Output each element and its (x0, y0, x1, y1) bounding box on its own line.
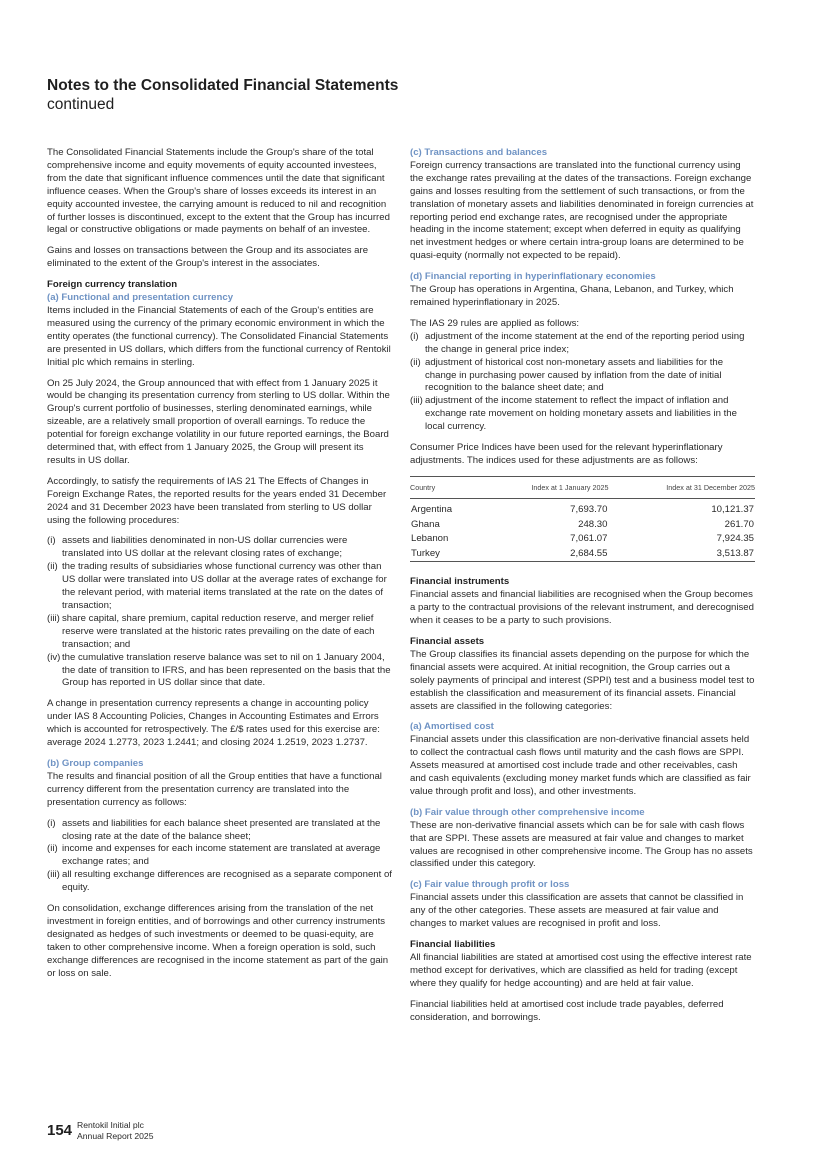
table-cell-value: 261.70 (724, 518, 754, 530)
list-item-text: assets and liabilities denominated in non-US dollar currencies were translated into US dollar at the relevant closing rates of exchange; (62, 535, 348, 560)
paragraph: The IAS 29 rules are applied as follows: (410, 317, 580, 329)
list-item-text: the cumulative translation reserve balance was set to nil on 1 January 2004, the date of transition to IFRS, and has been represented on the basis that the Group has reported in US dollar since that date. (62, 651, 391, 689)
list-item-text: share capital, share premium, capital reduction reserve, and merger relief reserve were translated at the historic rates prevailing on the date of each transaction; and (62, 612, 375, 650)
table-header-row (410, 476, 755, 499)
subheading-hyperinflation: (d) Financial reporting in hyperinflationary economies (410, 271, 656, 283)
right-column (410, 147, 755, 1032)
table-cell-value: 248.30 (578, 518, 608, 530)
list-item-text: all resulting exchange differences are recognised as a separate component of equity. (62, 869, 392, 894)
list-item (410, 357, 755, 396)
list-item (47, 561, 392, 613)
table-cell-country: Ghana (411, 518, 440, 530)
list-marker: (ii) (47, 843, 58, 855)
paragraph: These are non-derivative financial assets which can be for sale with cash flows that are SPPI. These assets are measured at fair value and changes to market values are recognised in other comprehensive income. The Group has no assets classified under this category. (410, 819, 753, 870)
table-row (410, 518, 755, 533)
section-heading-financial-instruments: Financial instruments (410, 576, 510, 588)
procedures-list (47, 535, 392, 690)
paragraph: Financial liabilities held at amortised cost include trade payables, deferred consideration, and borrowings. (410, 998, 724, 1023)
paragraph: Gains and losses on transactions between the Group and its associates are eliminated to the extent of the Group's interest in the associates. (47, 245, 369, 270)
page-title: Notes to the Consolidated Financial Statements (47, 77, 399, 94)
list-item (410, 331, 755, 357)
list-item-text: assets and liabilities for each balance sheet presented are translated at the closing rate at the date of the balance sheet; (62, 817, 381, 842)
list-item-text: adjustment of the income statement at the end of the reporting period using the change in general price index; (425, 330, 745, 355)
subheading-group-companies: (b) Group companies (47, 757, 144, 769)
list-marker: (iv) (47, 651, 61, 663)
paragraph: Items included in the Financial Statements of each of the Group's entities are measured using the currency of the primary economic environment in which the entity operates (the functional currency). The Consolidated Financial Statements are presented in US dollars, which differs from the functional currency of Rentokil Initial plc which remains in sterling. (47, 304, 391, 368)
list-marker: (iii) (47, 869, 60, 881)
table-cell-value: 7,924.35 (716, 533, 754, 545)
list-marker: (i) (47, 817, 56, 829)
table-cell-country: Argentina (411, 504, 453, 516)
table-cell-value: 7,693.70 (570, 504, 608, 516)
list-marker: (ii) (47, 561, 58, 573)
list-item (47, 535, 392, 561)
list-item (47, 652, 392, 691)
table-cell-value: 3,513.87 (608, 547, 755, 562)
list-item (410, 395, 755, 434)
section-heading-financial-assets: Financial assets (410, 635, 485, 647)
subheading-transactions-balances: (c) Transactions and balances (410, 147, 548, 158)
paragraph: Financial assets and financial liabilities are recognised when the Group becomes a party to the contractual provisions of the relevant instrument, and derecognised when it ceases to be a party to such provisions. (410, 589, 754, 627)
paragraph: On 25 July 2024, the Group announced that with effect from 1 January 2025 it would be changing its presentation currency from sterling to US dollar. Within the Group's current portfolio of businesses, sterling denominated earnings, while sizeable, are a relatively small proportion of overall earnings. To reduce the potential for foreign exchange volatility in our future reported earnings, the Board determined that, with effect from 1 January 2025, the Group will present its results in US dollar. (47, 377, 390, 466)
footer-publication (77, 1120, 153, 1141)
report-name: Annual Report 2025 (77, 1130, 154, 1141)
paragraph: The Consolidated Financial Statements include the Group's share of the total comprehensive income and equity movements of equity accounted investees, from the date that significant influence commences until the date that significant influence ceases. When the Group's share of losses exceeds its interest in an equity accounted investee, the carrying amount is reduced to nil and recognition of further losses is discontinued, except to the extent that the Group has incurred legal or constructive obligations or made payments on behalf of an investee. (47, 147, 390, 236)
paragraph: Financial assets under this classification are non-derivative financial assets held to collect the contractual cash flows until maturity and the cash flows are SPPI. Assets measured at amortised cost include trade and other receivables, cash and cash equivalents (excluding money market funds which are classified as fair value through profit and loss), and other investments. (410, 734, 751, 797)
table-cell-value: 7,061.07 (570, 533, 608, 545)
list-item-text: adjustment of the income statement to reflect the impact of inflation and exchange rate movement on holding monetary assets and liabilities in the local currency. (425, 395, 737, 433)
list-marker: (iii) (47, 612, 60, 624)
table-cell-value: 2,684.55 (481, 547, 608, 562)
list-item (47, 613, 392, 652)
list-marker: (i) (410, 330, 419, 342)
list-item (47, 818, 392, 844)
table-cell-country: Lebanon (411, 533, 449, 545)
table-row (410, 499, 755, 518)
subheading-functional-currency: (a) Functional and presentation currency (47, 292, 234, 304)
company-name: Rentokil Initial plc (77, 1120, 144, 1130)
paragraph: Foreign currency transactions are translated into the functional currency using the exchange rates prevailing at the dates of the transactions. Foreign exchange gains and losses resulting from the settlement of such transactions, or from the translation of monetary assets and liabilities denominated in foreign currencies at reporting period end exchange rates, are recognised under the appropriate heading in the income statement; except when deferred in equity as qualifying net investment hedges or where certain intra-group loans are determined to be quasi-equity (normally not expected to be repaid). (410, 159, 754, 262)
paragraph: Financial assets under this classification are assets that cannot be classified in any of the other categories. These assets are measured at fair value and changes to market values are recognised in profit and loss. (410, 892, 744, 930)
paragraph: A change in presentation currency represents a change in accounting policy under IAS 8 Accounting Policies, Changes in Accounting Estimates and Errors which is accounted for retrospectively. The £/$ rates used for this exercise are: average 2024 1.2773, 2023 1.2441; and closing 2024 1.2519, 2023 1.2737. (47, 698, 380, 749)
list-item (47, 869, 392, 895)
subheading-fvoci: (b) Fair value through other comprehensive income (410, 806, 645, 818)
cpi-table (410, 476, 755, 563)
column-header-country: Country (410, 476, 481, 499)
subheading-amortised-cost: (a) Amortised cost (410, 721, 494, 733)
list-marker: (ii) (410, 356, 421, 368)
list-item-text: income and expenses for each income statement are translated at average exchange rates; and (62, 843, 381, 868)
translation-list (47, 818, 392, 895)
page-subtitle: continued (47, 96, 115, 113)
table-row (410, 532, 755, 547)
subheading-fvpl: (c) Fair value through profit or loss (410, 879, 570, 891)
paragraph: The results and financial position of all the Group entities that have a functional currency different from the presentation currency are translated into the presentation currency as follows: (47, 770, 382, 808)
list-item-text: the trading results of subsidiaries whose functional currency was other than US dollar were translated into US dollar at the average rates of exchange for the relevant period, with material items translated at the rate on the dates of transaction; (62, 561, 387, 611)
table-row (410, 547, 755, 562)
column-header-index-start: Index at 1 January 2025 (481, 476, 608, 499)
table-cell-value: 10,121.37 (711, 504, 754, 516)
list-marker: (iii) (410, 395, 423, 407)
paragraph: On consolidation, exchange differences arising from the translation of the net investment in foreign entities, and of borrowings and other currency instruments designated as hedges of such investments or deemed to be quasi-equity, are taken to other comprehensive income. When a foreign operation is sold, such exchange differences are recognised in the income statement as part of the gain or loss on sale. (47, 903, 389, 979)
left-column (47, 147, 392, 988)
paragraph: All financial liabilities are stated at amortised cost using the effective interest rate method except for derivatives, which are classified as held for trading (except where they qualify for hedge accounting) and are held at fair value. (410, 951, 752, 989)
list-item (47, 843, 392, 869)
ias29-rules-list (410, 331, 755, 434)
section-heading-financial-liabilities: Financial liabilities (410, 939, 496, 950)
paragraph: Accordingly, to satisfy the requirements of IAS 21 The Effects of Changes in Foreign Exchange Rates, the reported results for the years ended 31 December 2024 and 31 December 2023 have been translated from sterling to US dollar using the following procedures: (47, 475, 387, 526)
paragraph: The Group has operations in Argentina, Ghana, Lebanon, and Turkey, which remained hyperinflationary in 2025. (410, 284, 734, 308)
column-header-index-end: Index at 31 December 2025 (608, 476, 755, 499)
paragraph: The Group classifies its financial assets depending on the purpose for which the financial assets were acquired. At initial recognition, the Group carries out a solely payments of principal and interest (SPPI) test and a business model test to establish the classification and measurement of its financial assets. Financial assets are classified in the following categories: (410, 648, 755, 712)
page-header (47, 76, 398, 114)
page-number: 154 (47, 1122, 73, 1139)
list-marker: (i) (47, 535, 56, 547)
list-item-text: adjustment of historical cost non-monetary assets and liabilities for the change in purchasing power caused by inflation from the date of initial recognition to the balance sheet date; and (425, 356, 724, 394)
page-footer (47, 1120, 153, 1141)
table-cell-country: Turkey (410, 547, 481, 562)
paragraph: Consumer Price Indices have been used for the relevant hyperinflationary adjustments. The indices used for these adjustments are as follows: (410, 442, 723, 466)
section-heading-foreign-currency: Foreign currency translation (47, 279, 178, 291)
